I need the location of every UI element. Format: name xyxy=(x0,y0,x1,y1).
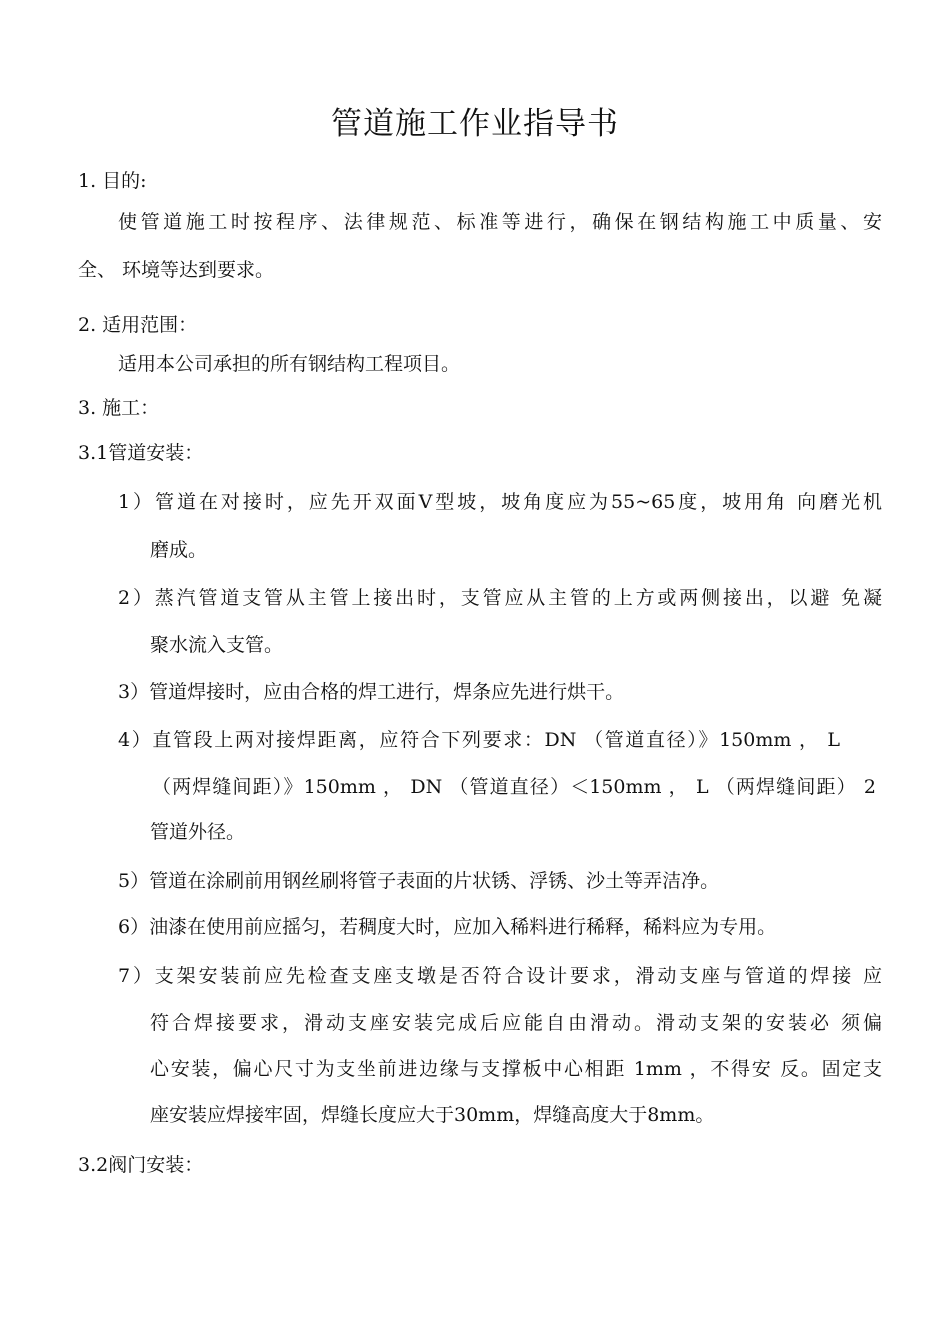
section-2-heading: 2. 适用范围： xyxy=(78,314,198,336)
item-2-line-1: 2）蒸汽管道支管从主管上接出时，支管应从主管的上方或两侧接出，以避 免凝 xyxy=(118,587,882,609)
section-1-text-line-2: 全、 环境等达到要求。 xyxy=(78,259,275,281)
item-4-line-2: （两焊缝间距）》150mm ， DN （管道直径）＜150mm ， L （两焊缝间距） 2 xyxy=(152,776,876,798)
item-2-line-2: 聚水流入支管。 xyxy=(150,634,284,656)
item-6-line-1: 6）油漆在使用前应摇匀，若稠度大时，应加入稀料进行稀释，稀料应为专用。 xyxy=(118,916,777,938)
item-7-line-2: 符合焊接要求，滑动支座安装完成后应能自由滑动。滑动支架的安装必 须偏 xyxy=(150,1012,882,1034)
item-5-line-1: 5）管道在涂刷前用钢丝刷将管子表面的片状锈、浮锈、沙土等弄洁净。 xyxy=(118,870,720,892)
item-7-line-1: 7）支架安装前应先检查支座支墩是否符合设计要求，滑动支座与管道的焊接 应 xyxy=(118,965,882,987)
item-4-line-3: 管道外径。 xyxy=(150,821,246,843)
item-3-line-1: 3）管道焊接时，应由合格的焊工进行，焊条应先进行烘干。 xyxy=(118,681,625,703)
section-3-1-heading: 3.1管道安装： xyxy=(78,442,204,464)
item-4-line-1: 4）直管段上两对接焊距离，应符合下列要求：DN （管道直径）》150mm ， L xyxy=(118,729,840,751)
item-1-line-1: 1）管道在对接时，应先开双面V型坡，坡角度应为55~65度，坡用角 向磨光机 xyxy=(118,491,882,513)
item-1-line-2: 磨成。 xyxy=(150,539,208,561)
item-7-line-3: 心安装，偏心尺寸为支坐前进边缘与支撑板中心相距 1mm ，不得安 反。固定支 xyxy=(150,1058,882,1080)
section-3-heading: 3. 施工： xyxy=(78,397,160,419)
section-3-2-heading: 3.2阀门安装： xyxy=(78,1154,204,1176)
document-title: 管道施工作业指导书 xyxy=(331,106,619,142)
section-1-text-line-1: 使管道施工时按程序、法律规范、标准等进行，确保在钢结构施工中质量、安 xyxy=(118,211,882,233)
section-1-heading: 1. 目的: xyxy=(78,170,147,192)
item-7-line-4: 座安装应焊接牢固，焊缝长度应大于30mm，焊缝高度大于8mm。 xyxy=(150,1104,715,1126)
section-2-text: 适用本公司承担的所有钢结构工程项目。 xyxy=(118,353,461,375)
